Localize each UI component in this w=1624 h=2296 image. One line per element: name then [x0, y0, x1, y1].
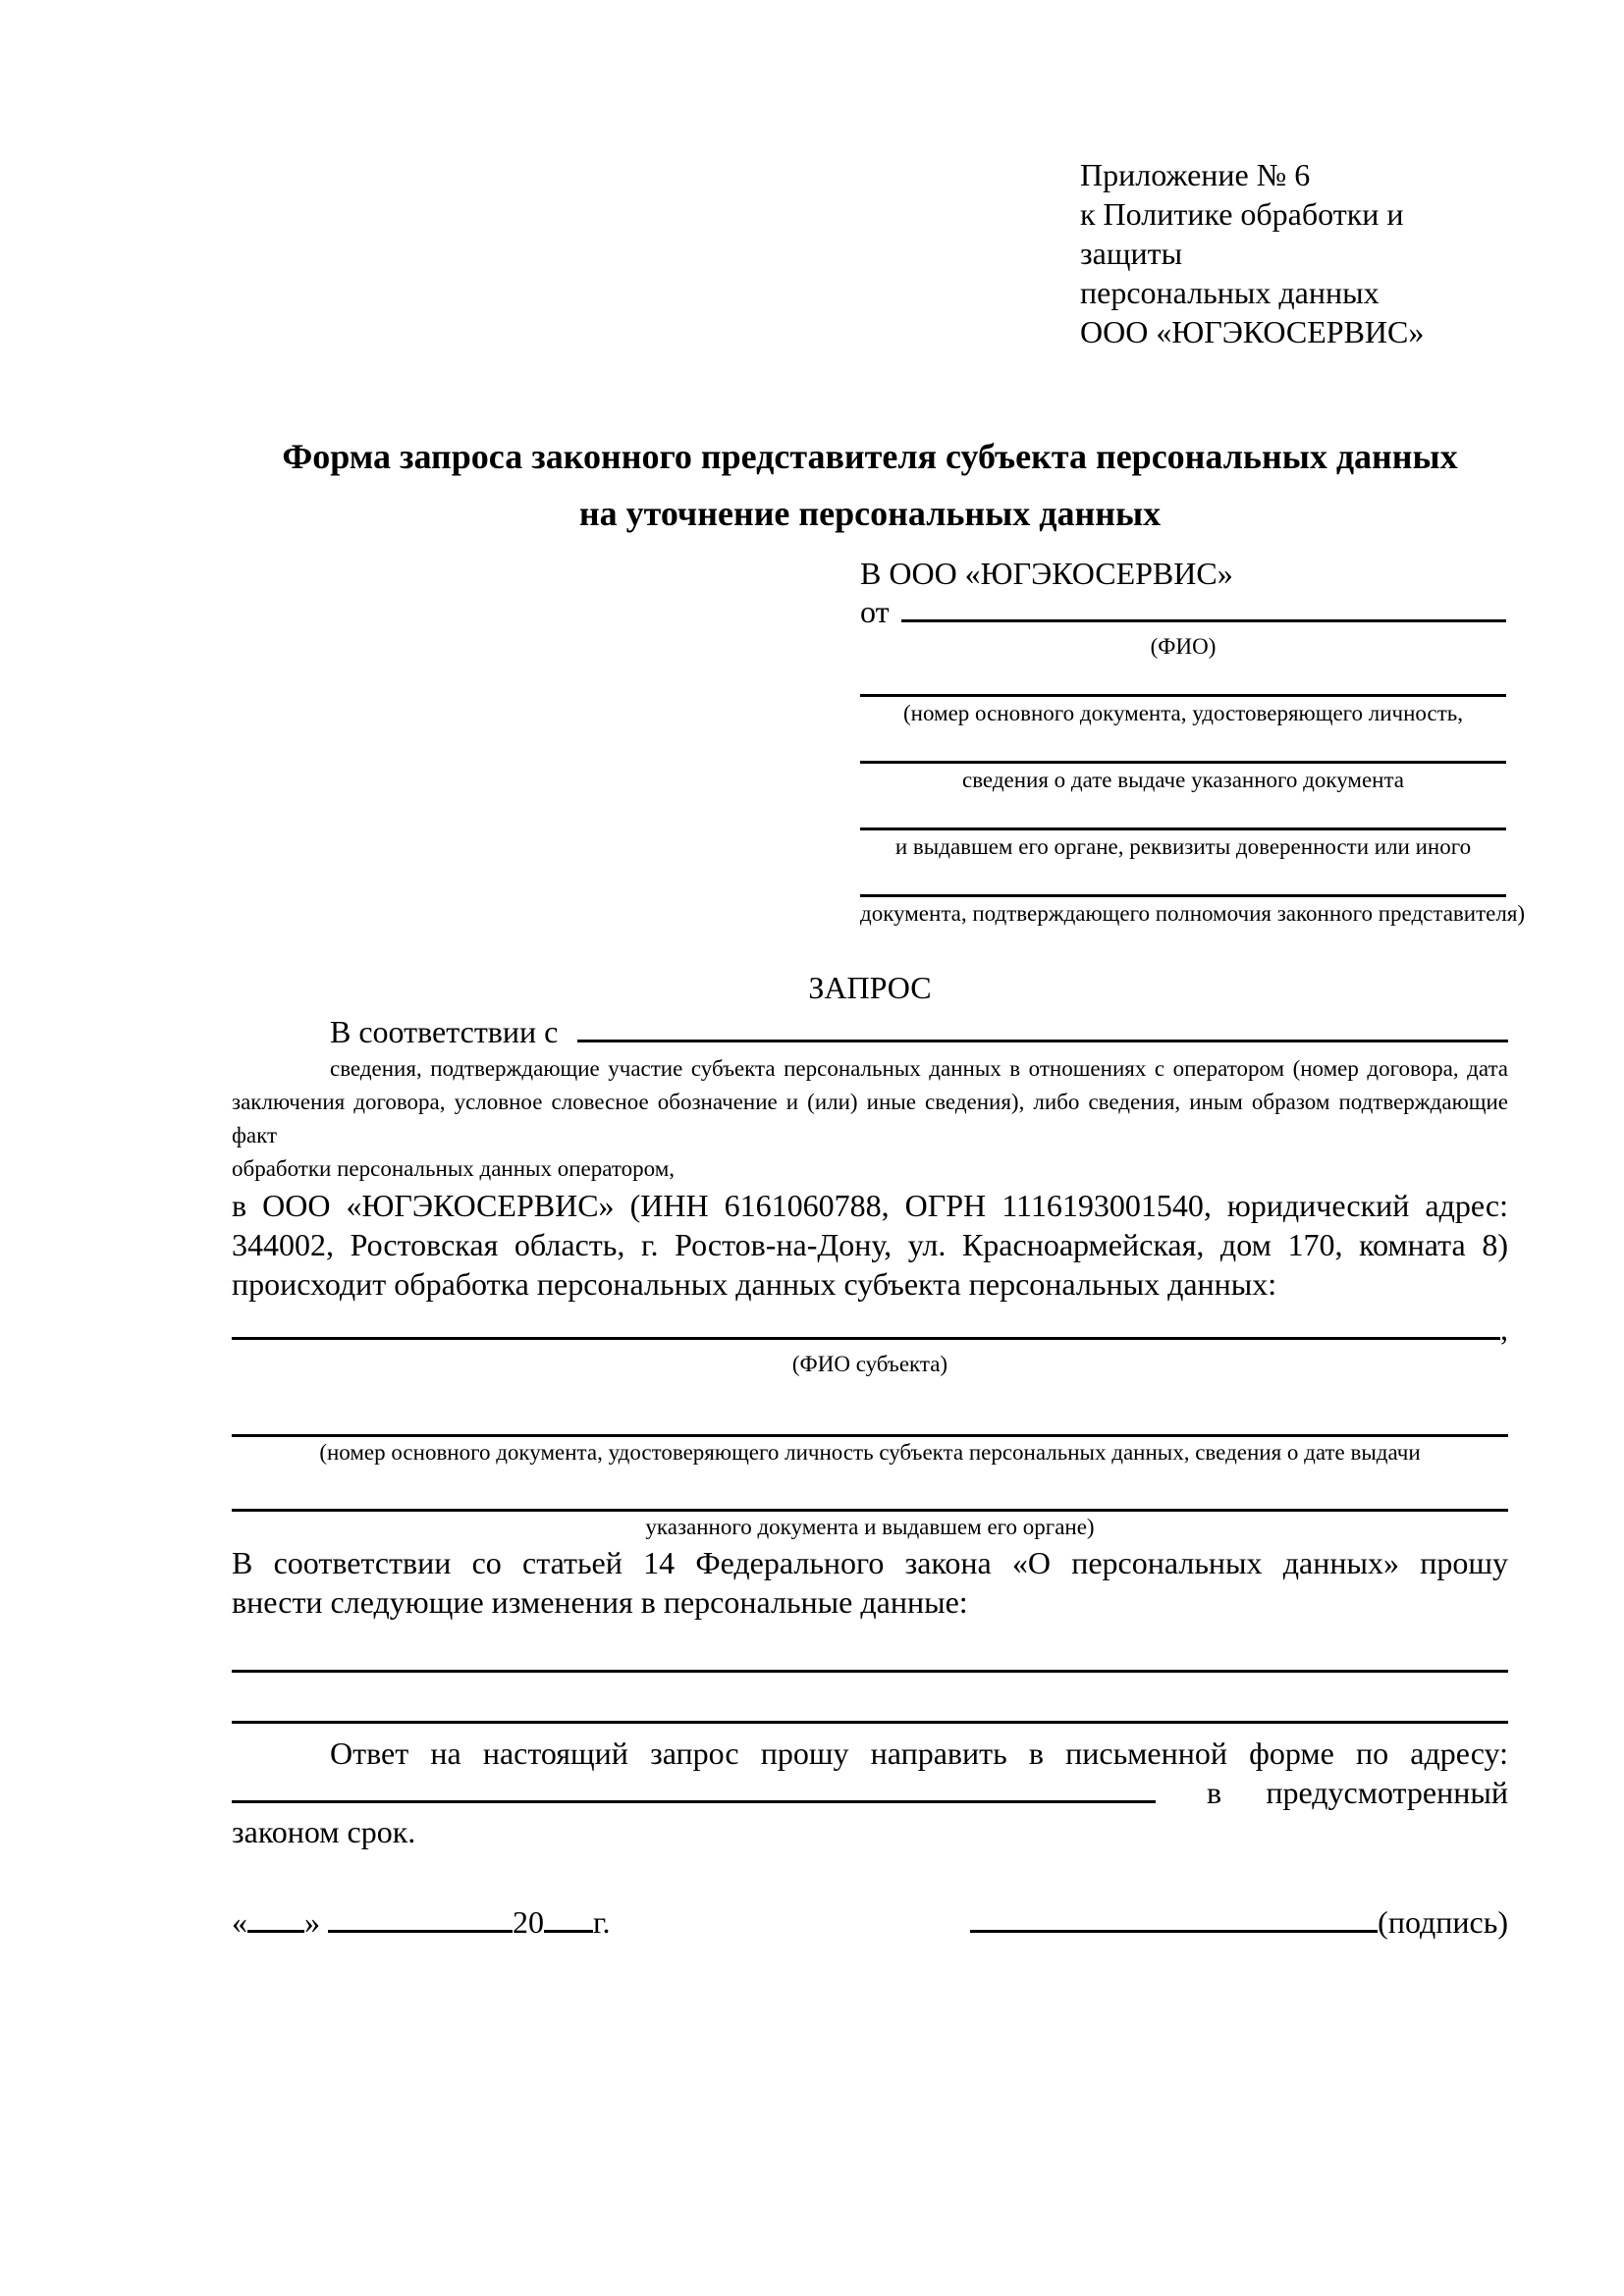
processing-note-line: обработки персональных данных оператором,: [232, 1156, 675, 1181]
answer-address-row: [232, 1773, 1508, 1812]
caption-subject-doc-2: указанного документа и выдавшем его органе): [645, 1515, 1095, 1539]
request-heading: ЗАПРОС: [808, 970, 932, 1005]
date-line: [232, 1902, 611, 1942]
accordance-lead: В соответствии с: [330, 1014, 559, 1049]
accordance-row: [232, 1011, 1508, 1052]
answer-closing: законом срок.: [232, 1814, 416, 1849]
from-row: [860, 593, 1506, 632]
representative-doc-fill-in-line: [860, 728, 1506, 764]
subject-trailing-comma: ,: [1500, 1311, 1508, 1347]
answer-address-fill-in-line: [232, 1774, 1156, 1803]
document-title: [232, 428, 1508, 542]
title-line: Форма запроса законного представителя субъекта персональных данных: [282, 437, 1458, 476]
representative-doc-fill-in-line: [860, 795, 1506, 830]
law-paragraph-line: В соответствии со статьей 14 Федерального закона «О персональных данных» прошу: [232, 1545, 1508, 1580]
footer-row: [232, 1902, 1508, 1942]
processing-note: [232, 1052, 1508, 1186]
signature-caption: (подпись): [1378, 1904, 1508, 1940]
processing-note-line: сведения, подтверждающие участие субъекта персональных данных в отношениях с оператором (номер договора, дата: [330, 1056, 1508, 1081]
operator-paragraph-line: в ООО «ЮГЭКОСЕРВИС» (ИНН 6161060788, ОГРН 1116193001540, юридический адрес:: [232, 1188, 1508, 1223]
operator-paragraph-line: происходит обработка персональных данных субъекта персональных данных:: [232, 1266, 1277, 1302]
representative-doc-fill-in-line: [860, 662, 1506, 697]
signature-line: [970, 1902, 1508, 1942]
subject-fio-fill-in-line: [232, 1310, 1500, 1340]
caption-representative-doc-3: и выдавшем его органе, реквизиты доверенности или иного: [894, 834, 1472, 859]
subject-fio-row: [232, 1309, 1508, 1349]
addressee-block: [860, 554, 1526, 929]
appendix-note-line: персональных данных: [1080, 275, 1380, 310]
changes-fill-in-line-1: [232, 1637, 1508, 1673]
answer-request-line: Ответ на настоящий запрос прошу направить в письменной форме по адресу:: [330, 1735, 1508, 1771]
accordance-fill-in-line: [577, 1013, 1508, 1042]
caption-representative-doc-4: документа, подтверждающего полномочия законного представителя): [860, 901, 1526, 926]
answer-word-predusmotrenny: предусмотренный: [1266, 1775, 1508, 1810]
operator-paragraph-line: 344002, Ростовская область, г. Ростов-на-Дону, ул. Красноармейская, дом 170, комната 8): [232, 1227, 1508, 1262]
date-day-fill-in-line: [247, 1907, 304, 1933]
caption-representative-doc-1: (номер основного документа, удостоверяющего личность,: [902, 701, 1463, 725]
caption-subject-doc-1: (номер основного документа, удостоверяющего личность субъекта персональных данных, сведения о дате выдачи: [319, 1440, 1421, 1465]
caption-fio: (ФИО): [1150, 634, 1217, 659]
appendix-note: [1080, 155, 1508, 351]
date-year-prefix: 20: [513, 1904, 544, 1940]
appendix-note-line: ООО «ЮГЭКОСЕРВИС»: [1080, 314, 1425, 349]
processing-note-line: заключения договора, условное словесное обозначение и (или) иные сведения), либо сведения, иным образом подтверждающие факт: [232, 1090, 1508, 1148]
date-month-fill-in-line: [328, 1907, 513, 1933]
subject-doc-fill-in-line: [232, 1476, 1508, 1512]
representative-doc-fill-in-line: [860, 862, 1506, 897]
date-quote-close: »: [304, 1904, 320, 1940]
operator-paragraph: [232, 1186, 1508, 1304]
caption-subject-fio: (ФИО субъекта): [791, 1352, 948, 1376]
date-quote-open: «: [232, 1904, 247, 1940]
date-year-fill-in-line: [544, 1907, 593, 1933]
answer-word-v: в: [1207, 1775, 1222, 1810]
title-line: на уточнение персональных данных: [578, 494, 1162, 533]
date-year-suffix: г.: [593, 1904, 611, 1940]
law-paragraph-line: внести следующие изменения в персональные данные:: [232, 1584, 968, 1620]
changes-fill-in-line-2: [232, 1688, 1508, 1724]
addressee-organization: В ООО «ЮГЭКОСЕРВИС»: [860, 556, 1233, 591]
signature-fill-in-line: [970, 1907, 1378, 1933]
from-label: от: [860, 594, 890, 629]
appendix-note-line: Приложение № 6: [1080, 157, 1311, 192]
from-fill-in-line: [901, 593, 1506, 622]
appendix-note-line: к Политике обработки и защиты: [1080, 196, 1404, 271]
law-paragraph: [232, 1543, 1508, 1622]
caption-representative-doc-2: сведения о дате выдаче указанного документа: [961, 768, 1405, 792]
subject-doc-fill-in-line: [232, 1402, 1508, 1437]
